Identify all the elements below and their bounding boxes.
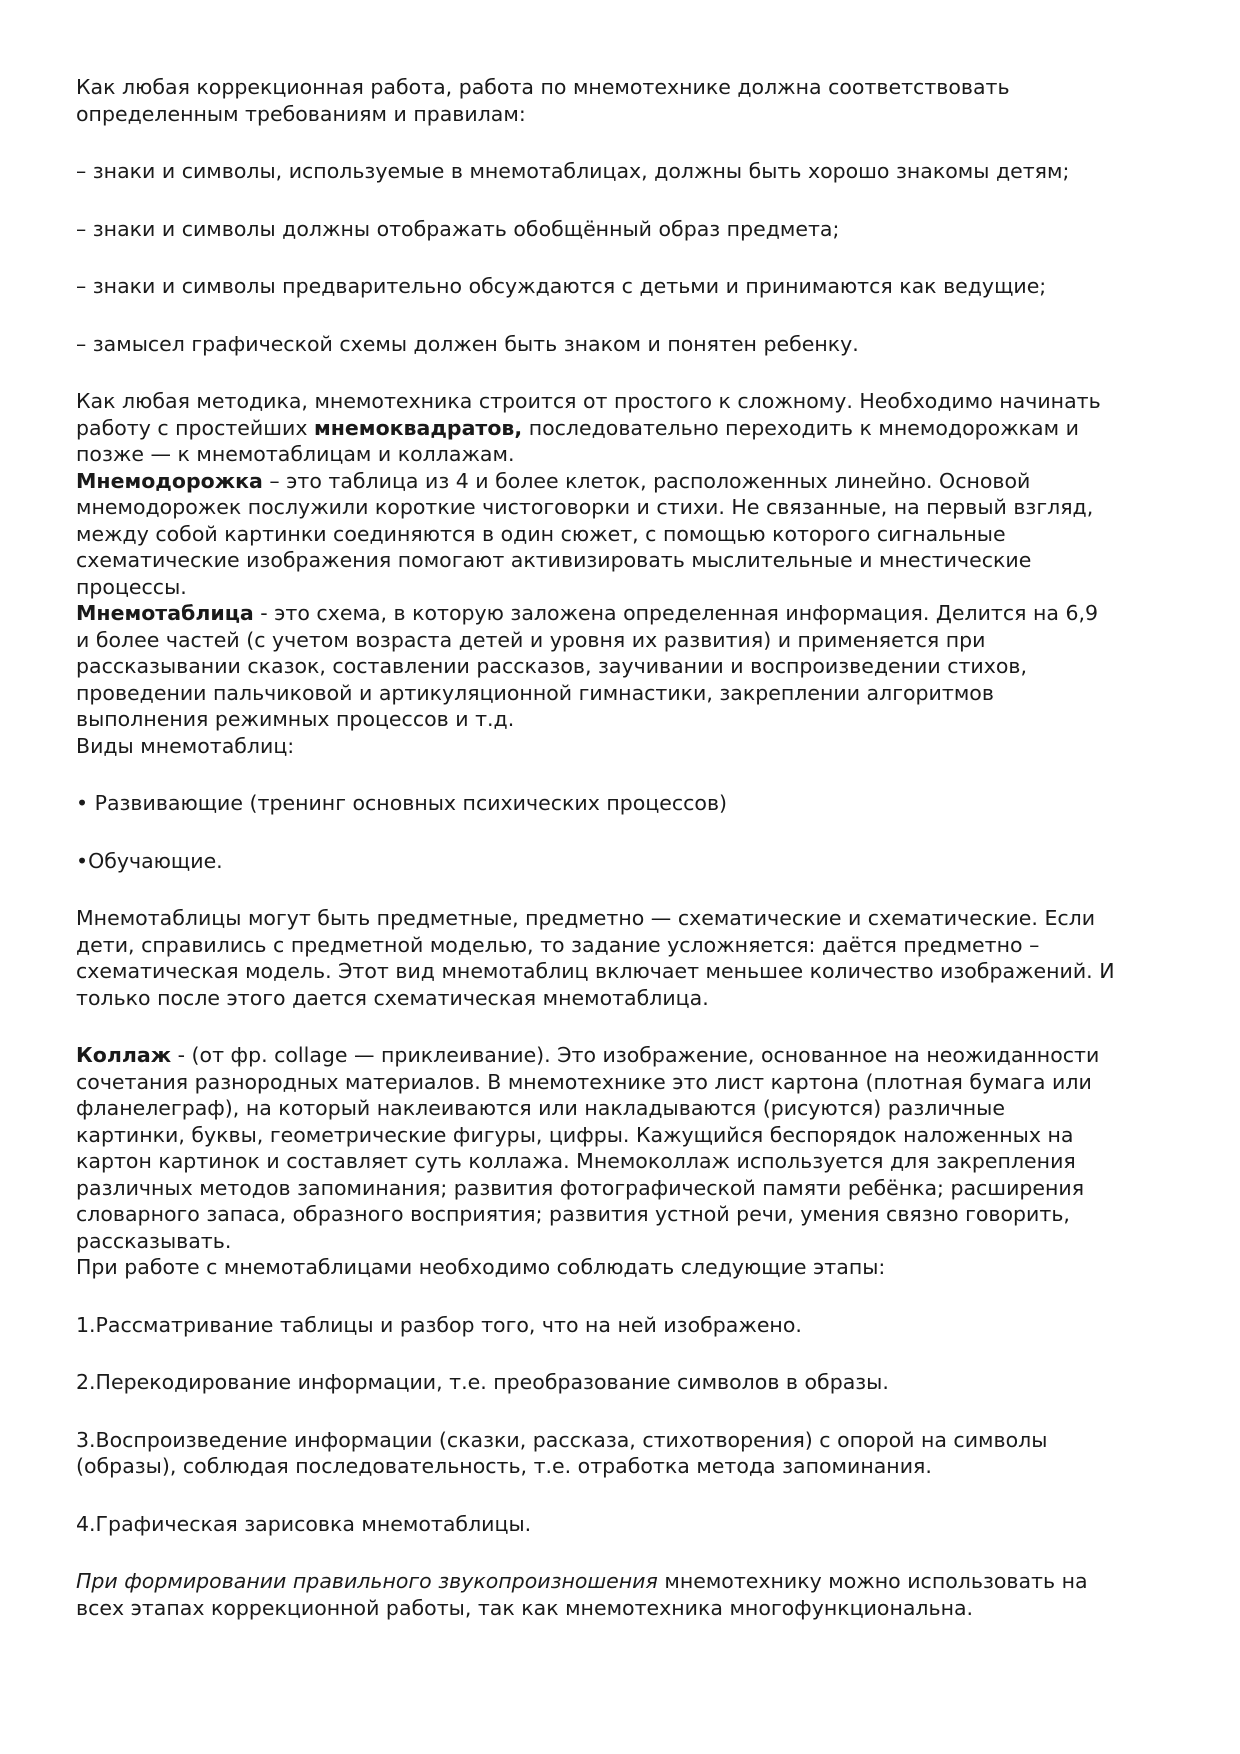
mnemotrack-paragraph [76,468,1176,601]
method-line: позже — к мнемотаблицам и коллажам. [76,442,515,466]
types-line: схематическая модель. Этот вид мнемотаблиц включает меньшее количество изображений. И [76,959,1115,983]
mnemotrack-line: мнемодорожек послужили короткие чистоговорки и стихи. Не связанные, на первый взгляд, [76,495,1094,519]
rule-item: – знаки и символы должны отображать обобщённый образ предмета; [76,216,840,241]
mnemotable-line: Виды мнемотаблиц: [76,733,295,758]
mnemotable-line: проведении пальчиковой и артикуляционной гимнастики, закреплении алгоритмов [76,680,994,705]
method-line: работу с простейших [76,415,314,440]
mnemotrack-line: – это таблица из 4 и более клеток, расположенных линейно. Основой [262,468,1031,493]
stage-item: 2.Перекодирование информации, т.е. преобразование символов в образы. [76,1370,889,1394]
intro-paragraph [76,74,1176,127]
collage-line: - (от фр. collage — приклеивание). Это изображение, основанное на неожиданности [171,1043,1100,1067]
collage-line: При работе с мнемотаблицами необходимо соблюдать следующие этапы: [76,1255,886,1279]
conclusion-line: мнемотехнику можно использовать на [657,1569,1088,1593]
mnemotable-line: - это схема, в которую заложена определенная информация. Делится на 6,9 [253,601,1099,625]
types-paragraph [76,905,1176,1011]
collage-line: рассказывать. [76,1228,232,1253]
mnemotable-line: выполнения режимных процессов и т.д. [76,707,515,731]
mnemotable-paragraph [76,600,1176,759]
conclusion-italic: При формировании правильного звукопроизношения [76,1569,658,1593]
method-line: последовательно переходить к мнемодорожкам и [522,415,1079,440]
method-line: Как любая методика, мнемотехника строится от простого к сложному. Необходимо начинать [76,389,1101,413]
collage-line: фланелеграф), на который наклеиваются или накладываются (рисуются) различные [76,1096,1005,1120]
collage-line: различных методов запоминания; развития фотографической памяти ребёнка; расширения [76,1175,1085,1200]
document-page [76,74,1176,1621]
mnemotable-line: и более частей (с учетом возраста детей и уровня их развития) и применяется при [76,627,986,652]
mnemotrack-line: процессы. [76,574,187,599]
conclusion-paragraph [76,1568,1176,1621]
rule-item: – замысел графической схемы должен быть знаком и понятен ребенку. [76,331,859,356]
kind-item: • Развивающие (тренинг основных психических процессов) [76,791,728,815]
rule-item: – знаки и символы, используемые в мнемотаблицах, должны быть хорошо знакомы детям; [76,159,1070,183]
collage-line: словарного запаса, образного восприятия; развития устной речи, умения связно говорить, [76,1202,1070,1226]
term-mnemotrack: Мнемодорожка [76,468,263,493]
stage-item: 4.Графическая зарисовка мнемотаблицы. [76,1511,532,1536]
collage-line: сочетания разнородных материалов. В мнемотехнике это лист картона (плотная бумага или [76,1069,1092,1094]
stage-line: 3.Воспроизведение информации (сказки, рассказа, стихотворения) с опорой на символы [76,1427,1048,1452]
term-mnemotable: Мнемотаблица [76,601,254,625]
types-line: Мнемотаблицы могут быть предметные, предметно — схематические и схематические. Если [76,906,1096,930]
term-collage: Коллаж [76,1043,172,1067]
stage-line: (образы), соблюдая последовательность, т.е. отработка метода запоминания. [76,1454,932,1478]
rule-item: – знаки и символы предварительно обсуждаются с детьми и принимаются как ведущие; [76,274,1047,298]
method-paragraph [76,388,1176,468]
mnemotrack-line: схематические изображения помогают активизировать мыслительные и мнестические [76,548,1032,572]
mnemotrack-line: между собой картинки соединяются в один сюжет, с помощью которого сигнальные [76,521,1006,546]
conclusion-line: всех этапах коррекционной работы, так как мнемотехника многофункциональна. [76,1595,974,1620]
intro-line: определенным требованиям и правилам: [76,101,526,126]
types-line: дети, справились с предметной моделью, то задание усложняется: даётся предметно – [76,932,1040,957]
collage-paragraph [76,1042,1176,1281]
term-mnemosquares: мнемоквадратов, [313,415,523,440]
collage-line: картинки, буквы, геометрические фигуры, цифры. Кажущийся беспорядок наложенных на [76,1122,1074,1147]
stage-item [76,1427,1176,1480]
intro-line: Как любая коррекционная работа, работа по мнемотехнике должна соответствовать [76,75,1010,99]
kind-item: •Обучающие. [76,848,223,873]
types-line: только после этого дается схематическая мнемотаблица. [76,985,709,1010]
stage-item: 1.Рассматривание таблицы и разбор того, что на ней изображено. [76,1312,802,1337]
collage-line: картон картинок и составляет суть коллажа. Мнемоколлаж используется для закрепления [76,1149,1076,1173]
mnemotable-line: рассказывании сказок, составлении рассказов, заучивании и воспроизведении стихов, [76,654,1028,678]
